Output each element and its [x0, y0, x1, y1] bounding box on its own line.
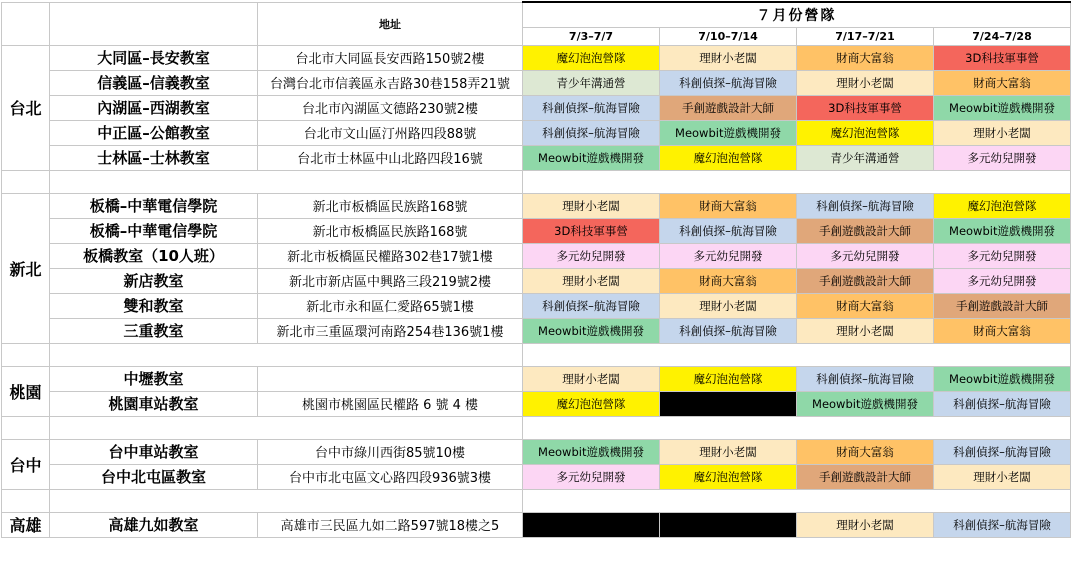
table-row [2, 70, 1071, 95]
spacer-cell [523, 489, 1071, 512]
classroom-name: 桃園車站教室 [50, 391, 258, 416]
classroom-address: 新北市三重區環河南路254巷136號1樓 [258, 318, 523, 343]
classroom-name: 板橋–中華電信學院 [50, 218, 258, 243]
camp-cell: Meowbit遊戲機開發 [660, 120, 797, 145]
camp-cell: 科創偵探–航海冒險 [523, 293, 660, 318]
camp-cell: 魔幻泡泡營隊 [660, 464, 797, 489]
camp-cell: 財商大富翁 [797, 439, 934, 464]
camp-cell: 3D科技軍事營 [934, 45, 1071, 70]
camp-cell: 財商大富翁 [934, 318, 1071, 343]
header-title: ７月份營隊 [523, 2, 1071, 27]
table-row [2, 145, 1071, 170]
header-week-3: 7/17–7/21 [797, 27, 934, 45]
camp-cell: 魔幻泡泡營隊 [934, 193, 1071, 218]
camp-cell: 3D科技軍事營 [523, 218, 660, 243]
spacer-cell [50, 343, 523, 366]
camp-cell: 青少年溝通營 [523, 70, 660, 95]
table-row [2, 120, 1071, 145]
camp-cell: 科創偵探–航海冒險 [797, 366, 934, 391]
classroom-name: 內湖區–西湖教室 [50, 95, 258, 120]
blocked-cell [660, 391, 797, 416]
camp-cell: 科創偵探–航海冒險 [660, 218, 797, 243]
classroom-name: 中壢教室 [50, 366, 258, 391]
table-row [2, 243, 1071, 268]
camp-cell: 魔幻泡泡營隊 [797, 120, 934, 145]
header-classroom [50, 2, 258, 45]
classroom-name: 板橋教室（10人班） [50, 243, 258, 268]
camp-cell: 多元幼兒開發 [523, 464, 660, 489]
classroom-name: 雙和教室 [50, 293, 258, 318]
camp-cell: 理財小老闆 [660, 293, 797, 318]
camp-cell: Meowbit遊戲機開發 [934, 218, 1071, 243]
camp-cell: 理財小老闆 [797, 512, 934, 537]
region-label: 台中 [2, 439, 50, 489]
table-row [2, 45, 1071, 70]
classroom-address: 台中市北屯區文心路四段936號3樓 [258, 464, 523, 489]
header-address: 地址 [258, 2, 523, 45]
classroom-name: 高雄九如教室 [50, 512, 258, 537]
camp-cell: 多元幼兒開發 [523, 243, 660, 268]
camp-cell: 科創偵探–航海冒險 [660, 70, 797, 95]
classroom-address: 新北市永和區仁愛路65號1樓 [258, 293, 523, 318]
camp-cell: 科創偵探–航海冒險 [523, 95, 660, 120]
camp-cell: 青少年溝通營 [797, 145, 934, 170]
camp-cell: 多元幼兒開發 [660, 243, 797, 268]
camp-cell: 多元幼兒開發 [797, 243, 934, 268]
spacer-cell [523, 343, 1071, 366]
classroom-address: 台灣台北市信義區永吉路30巷158弄21號 [258, 70, 523, 95]
camp-cell: 多元幼兒開發 [934, 145, 1071, 170]
classroom-address: 台中市綠川西街85號10樓 [258, 439, 523, 464]
classroom-address: 桃園市桃園區民權路 6 號 4 樓 [258, 391, 523, 416]
classroom-address: 新北市板橋區民族路168號 [258, 193, 523, 218]
spacer-cell [2, 416, 50, 439]
camp-cell: Meowbit遊戲機開發 [797, 391, 934, 416]
camp-cell: 理財小老闆 [797, 318, 934, 343]
spacer-cell [50, 489, 523, 512]
camp-cell: 手創遊戲設計大師 [934, 293, 1071, 318]
camp-cell: Meowbit遊戲機開發 [523, 318, 660, 343]
classroom-address: 台北市大同區長安西路150號2樓 [258, 45, 523, 70]
table-row [2, 95, 1071, 120]
classroom-name: 士林區–士林教室 [50, 145, 258, 170]
classroom-name: 板橋–中華電信學院 [50, 193, 258, 218]
region-spacer [2, 416, 1071, 439]
camp-schedule-table [1, 1, 1071, 538]
camp-cell: 財商大富翁 [797, 45, 934, 70]
camp-cell: 多元幼兒開發 [934, 243, 1071, 268]
camp-cell: 科創偵探–航海冒險 [934, 439, 1071, 464]
classroom-address: 新北市板橋區民族路168號 [258, 218, 523, 243]
blocked-cell [523, 512, 660, 537]
region-label: 桃園 [2, 366, 50, 416]
classroom-name: 台中車站教室 [50, 439, 258, 464]
classroom-address: 台北市士林區中山北路四段16號 [258, 145, 523, 170]
camp-cell: 多元幼兒開發 [934, 268, 1071, 293]
classroom-name: 台中北屯區教室 [50, 464, 258, 489]
camp-cell: 財商大富翁 [660, 268, 797, 293]
classroom-name: 三重教室 [50, 318, 258, 343]
camp-cell: 3D科技軍事營 [797, 95, 934, 120]
camp-cell: 理財小老闆 [523, 268, 660, 293]
camp-cell: 財商大富翁 [660, 193, 797, 218]
spacer-cell [50, 416, 523, 439]
classroom-address: 高雄市三民區九如二路597號18樓之5 [258, 512, 523, 537]
table-row [2, 366, 1071, 391]
camp-cell: 科創偵探–航海冒險 [934, 391, 1071, 416]
region-spacer [2, 170, 1071, 193]
classroom-address: 新北市板橋區民權路302巷17號1樓 [258, 243, 523, 268]
region-label: 台北 [2, 45, 50, 170]
region-label: 高雄 [2, 512, 50, 537]
camp-cell: 理財小老闆 [934, 464, 1071, 489]
spacer-cell [2, 170, 50, 193]
region-label: 新北 [2, 193, 50, 343]
classroom-address [258, 366, 523, 391]
camp-cell: 魔幻泡泡營隊 [523, 45, 660, 70]
camp-cell: 魔幻泡泡營隊 [660, 145, 797, 170]
camp-cell: 理財小老闆 [797, 70, 934, 95]
camp-cell: Meowbit遊戲機開發 [523, 145, 660, 170]
header-corner [2, 2, 50, 45]
camp-cell: 財商大富翁 [934, 70, 1071, 95]
camp-cell: 理財小老闆 [523, 366, 660, 391]
classroom-address: 台北市文山區汀州路四段88號 [258, 120, 523, 145]
camp-cell: 手創遊戲設計大師 [797, 464, 934, 489]
header-week-1: 7/3–7/7 [523, 27, 660, 45]
camp-cell: 理財小老闆 [660, 439, 797, 464]
camp-cell: 手創遊戲設計大師 [660, 95, 797, 120]
header-week-4: 7/24–7/28 [934, 27, 1071, 45]
camp-cell: 理財小老闆 [934, 120, 1071, 145]
camp-cell: Meowbit遊戲機開發 [934, 366, 1071, 391]
spacer-cell [2, 343, 50, 366]
region-spacer [2, 489, 1071, 512]
table-row [2, 193, 1071, 218]
table-row [2, 391, 1071, 416]
camp-cell: 手創遊戲設計大師 [797, 268, 934, 293]
camp-cell: 財商大富翁 [797, 293, 934, 318]
camp-cell: Meowbit遊戲機開發 [523, 439, 660, 464]
header-week-2: 7/10–7/14 [660, 27, 797, 45]
camp-cell: 科創偵探–航海冒險 [934, 512, 1071, 537]
classroom-name: 大同區–長安教室 [50, 45, 258, 70]
table-row [2, 512, 1071, 537]
camp-cell: 手創遊戲設計大師 [797, 218, 934, 243]
spacer-cell [50, 170, 523, 193]
spacer-cell [523, 416, 1071, 439]
camp-cell: 科創偵探–航海冒險 [660, 318, 797, 343]
camp-cell: 科創偵探–航海冒險 [523, 120, 660, 145]
table-row [2, 439, 1071, 464]
table-row [2, 218, 1071, 243]
camp-cell: 魔幻泡泡營隊 [660, 366, 797, 391]
region-spacer [2, 343, 1071, 366]
table-row [2, 268, 1071, 293]
classroom-name: 信義區–信義教室 [50, 70, 258, 95]
classroom-name: 新店教室 [50, 268, 258, 293]
camp-cell: Meowbit遊戲機開發 [934, 95, 1071, 120]
spacer-cell [523, 170, 1071, 193]
table-row [2, 464, 1071, 489]
classroom-name: 中正區–公館教室 [50, 120, 258, 145]
camp-cell: 科創偵探–航海冒險 [797, 193, 934, 218]
table-row [2, 318, 1071, 343]
camp-cell: 理財小老闆 [523, 193, 660, 218]
table-row [2, 293, 1071, 318]
spacer-cell [2, 489, 50, 512]
blocked-cell [660, 512, 797, 537]
classroom-address: 新北市新店區中興路三段219號2樓 [258, 268, 523, 293]
classroom-address: 台北市內湖區文德路230號2樓 [258, 95, 523, 120]
camp-cell: 魔幻泡泡營隊 [523, 391, 660, 416]
camp-cell: 理財小老闆 [660, 45, 797, 70]
